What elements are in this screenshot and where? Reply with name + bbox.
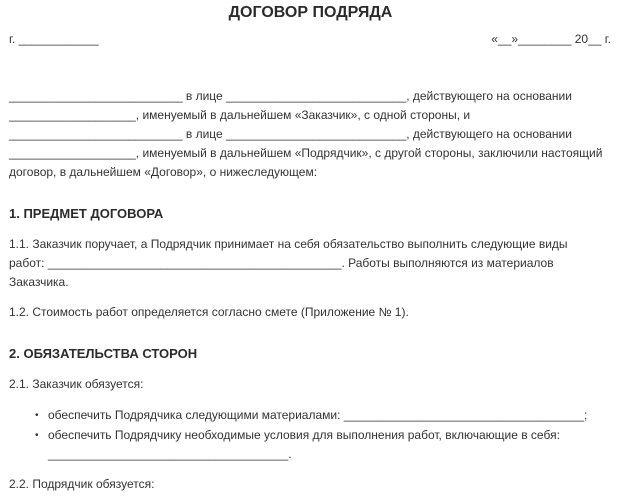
document-title: ДОГОВОР ПОДРЯДА (228, 4, 393, 21)
preamble-line-5: договор, в дальнейшем «Договор», о нижеследующем: (9, 165, 318, 179)
clause-2-1: 2.1. Заказчик обязуется: (9, 377, 144, 391)
clause-1-1-line-1: 1.1. Заказчик поручает, а Подрядчик принимает на себя обязательство выполнить следующие виды (9, 237, 568, 251)
clause-1-1-line-3: Заказчика. (9, 275, 69, 289)
preamble-line-3: __________________________ в лице ___________________________, действующего на основании (9, 127, 572, 141)
preamble-line-2: ___________________, именуемый в дальнейшем «Заказчик», с одной стороны, и (9, 108, 471, 122)
clause-2-2: 2.2. Подрядчик обязуется: (9, 477, 155, 491)
list-item-continuation: ____________________________________. (48, 447, 292, 461)
preamble-line-1: __________________________ в лице ___________________________, действующего на основании (9, 89, 572, 103)
date-field: «__»________ 20__ г. (491, 32, 611, 46)
bullet-marker: • (35, 430, 39, 441)
list-item: обеспечить Подрядчика следующими материалами: ____________________________________; (48, 408, 588, 422)
clause-1-1-line-2: работ: ____________________________________________. Работы выполняются из материалов (9, 256, 554, 270)
list-item: обеспечить Подрядчику необходимые условия для выполнения работ, включающие в себя: (48, 428, 560, 442)
bullet-marker: • (35, 410, 39, 421)
preamble-line-4: ___________________, именуемый в дальнейшем «Подрядчик», с другой стороны, заключили настоящий (9, 146, 603, 160)
section-2-heading: 2. ОБЯЗАТЕЛЬСТВА СТОРОН (9, 346, 198, 361)
clause-1-2: 1.2. Стоимость работ определяется согласно смете (Приложение № 1). (9, 305, 409, 319)
city-field: г. ____________ (9, 32, 99, 46)
section-1-heading: 1. ПРЕДМЕТ ДОГОВОРА (9, 206, 164, 221)
